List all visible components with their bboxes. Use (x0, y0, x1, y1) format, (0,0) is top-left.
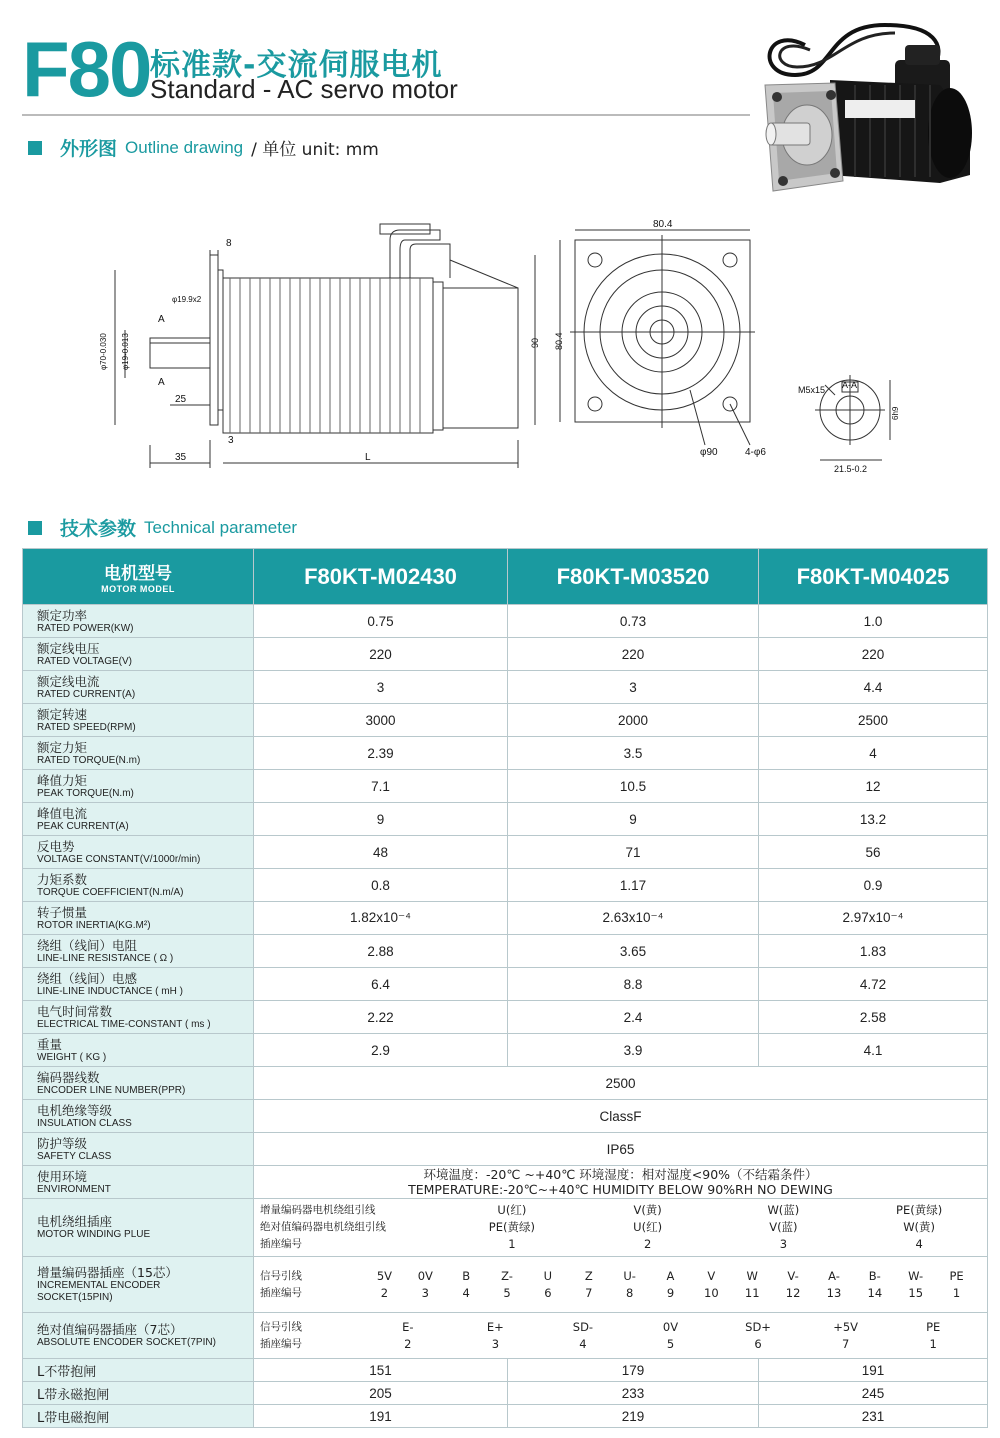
row-value: 245 (759, 1382, 988, 1405)
row-value: 220 (759, 638, 988, 671)
table-row (23, 605, 988, 638)
signal-cell: Z (584, 1268, 593, 1283)
dim-a-bot: A (158, 377, 165, 388)
pin-cell: 7 (841, 1336, 850, 1351)
row-value: 2.4 (508, 1001, 759, 1034)
spec-table (22, 548, 988, 1428)
pin-cell: 5 (666, 1336, 675, 1351)
dim-6: 6h9 (891, 406, 900, 420)
pin-cell: 8 (625, 1285, 634, 1300)
row-value: 2.97x10⁻⁴ (759, 902, 988, 935)
row-value: 3.9 (508, 1034, 759, 1067)
winding-cell: PE(黄绿) (488, 1220, 535, 1234)
row-label (23, 1001, 254, 1034)
dim-21-5: 21.5-0.2 (834, 464, 868, 474)
pin-cell: 15 (908, 1285, 924, 1300)
table-row (23, 968, 988, 1001)
row-label-en: ELECTRICAL TIME-CONSTANT ( ms ) (37, 1018, 211, 1030)
signal-cell: V- (787, 1268, 799, 1283)
winding-grid (254, 1202, 987, 1253)
row-label-en: TORQUE COEFFICIENT(N.m/A) (37, 886, 184, 898)
table-row (23, 869, 988, 902)
row-value: 2.88 (254, 935, 508, 968)
header-model-1: F80KT-M02430 (254, 549, 508, 605)
inc-encoder-grid-cell (254, 1257, 988, 1313)
row-label (23, 1034, 254, 1067)
dim-90: 90 (530, 337, 540, 348)
row-value: 220 (508, 638, 759, 671)
row-value: 3 (508, 671, 759, 704)
row-value: 0.75 (254, 605, 508, 638)
signal-cell: E- (402, 1319, 414, 1334)
dim-m5: M5x15 (798, 385, 826, 395)
outline-title-cn: 外形图 (60, 138, 118, 160)
row-value: 4.1 (759, 1034, 988, 1067)
title-english: Standard - AC servo motor (150, 74, 458, 104)
row-value: 4 (759, 737, 988, 770)
table-row (23, 935, 988, 968)
row-value: 71 (508, 836, 759, 869)
row-value: 3000 (254, 704, 508, 737)
winding-grid-cell (254, 1199, 988, 1257)
winding-row-label: 插座编号 (260, 1238, 302, 1250)
row-value: 3 (254, 671, 508, 704)
row-value: 2500 (759, 704, 988, 737)
table-row (23, 1067, 988, 1100)
title-chinese: 标准款-交流伺服电机 (150, 48, 443, 83)
table-row (23, 1001, 988, 1034)
row-label-en: RATED SPEED(RPM) (37, 721, 136, 733)
inc-encoder-row (23, 1257, 988, 1313)
table-header-row (23, 549, 988, 605)
row-label-cn: L带电磁抱闸 (37, 1410, 110, 1426)
length-row (23, 1405, 988, 1428)
row-label-en: PEAK TORQUE(N.m) (37, 787, 134, 799)
environment-line-cn: 环境温度：-20℃ ~+40℃ 环境湿度：相对湿度<90%（不结霜条件） (423, 1167, 818, 1182)
row-label: 绝对值编码器插座（7芯） ABSOLUTE ENCODER SOCKET(7PIN) (23, 1313, 254, 1359)
table-row (23, 836, 988, 869)
dim-3: 3 (228, 435, 234, 446)
pin-cell: 2 (404, 1336, 412, 1351)
winding-cell: W(蓝) (767, 1203, 800, 1217)
signal-cell: PE (926, 1319, 941, 1334)
row-value: 2.9 (254, 1034, 508, 1067)
tech-title-cn: 技术参数 (60, 518, 137, 540)
row-label (23, 803, 254, 836)
pin-cell: 1 (929, 1336, 937, 1351)
table-row (23, 671, 988, 704)
table-row (23, 638, 988, 671)
row-value: 7.1 (254, 770, 508, 803)
abs-encoder-grid-cell (254, 1313, 988, 1359)
header-model-3: F80KT-M04025 (759, 549, 988, 605)
table-row (23, 803, 988, 836)
row-label-cn: 额定功率 (37, 607, 88, 623)
row-value: 219 (508, 1405, 759, 1428)
signal-cell: Z- (501, 1268, 513, 1283)
row-label-cn: 转子惯量 (37, 904, 88, 920)
pin-cell: 6 (754, 1336, 762, 1351)
row-value: 4.4 (759, 671, 988, 704)
signal-cell: U- (623, 1268, 636, 1283)
dim-25: 25 (175, 394, 187, 405)
pin-cell: 9 (666, 1285, 675, 1300)
winding-row-label: 增量编码器电机绕组引线 (260, 1204, 376, 1216)
length-row (23, 1359, 988, 1382)
row-label-en: WEIGHT ( KG ) (37, 1051, 107, 1063)
signal-cell: E+ (486, 1319, 504, 1334)
signal-cell: U (543, 1268, 553, 1283)
dim-phi90: φ90 (700, 447, 718, 458)
signal-cell: SD+ (745, 1319, 771, 1334)
row-value: 12 (759, 770, 988, 803)
row-label-cn: 绕组（线间）电阻 (37, 937, 138, 953)
winding-cell: U(红) (633, 1220, 663, 1234)
row-value: 151 (254, 1359, 508, 1382)
row-value: 3.5 (508, 737, 759, 770)
row-value: 220 (254, 638, 508, 671)
row-label-cn: 反电势 (37, 838, 75, 854)
row-label (23, 935, 254, 968)
row-value: 1.17 (508, 869, 759, 902)
row-label-cn: 绕组（线间）电感 (37, 970, 138, 986)
winding-cell: 4 (915, 1237, 923, 1251)
row-label (23, 1382, 254, 1405)
row-label (23, 902, 254, 935)
pin-cell: 4 (462, 1285, 470, 1300)
dim-shaft-d2: φ19-0.013 (121, 333, 130, 370)
row-label-en: LINE-LINE RESISTANCE ( Ω ) (37, 952, 174, 964)
merged-rows (23, 1067, 988, 1359)
row-label (23, 836, 254, 869)
environment-line-en: TEMPERATURE:-20℃~+40℃ HUMIDITY BELOW 90%RH NO DEWING (408, 1182, 833, 1197)
row-value: 4.72 (759, 968, 988, 1001)
row-label (23, 605, 254, 638)
dim-a-top: A (158, 314, 165, 325)
row-label-cn: L带永磁抱闸 (37, 1387, 110, 1403)
winding-cell: 2 (643, 1237, 652, 1251)
table-row (23, 1133, 988, 1166)
row-label: 防护等级 SAFETY CLASS (23, 1133, 254, 1166)
signal-cell: W- (908, 1268, 924, 1283)
row-label (23, 1405, 254, 1428)
row-label (23, 770, 254, 803)
model-code: F80 (22, 25, 151, 113)
tech-title-en: Technical parameter (144, 517, 298, 537)
section-marker (28, 141, 42, 155)
row-value: 1.0 (759, 605, 988, 638)
pin-cell: 2 (380, 1285, 389, 1300)
table-row (23, 1100, 988, 1133)
row-label-cn: 额定力矩 (37, 739, 88, 755)
signal-cell: 0V (417, 1268, 433, 1283)
row-label (23, 968, 254, 1001)
row-label-en: RATED VOLTAGE(V) (37, 655, 133, 667)
winding-cell: V(黄) (633, 1203, 662, 1217)
row-label-cn: 峰值电流 (37, 805, 88, 821)
row-value: 8.8 (508, 968, 759, 1001)
row-label: 增量编码器插座（15芯） INCREMENTAL ENCODER SOCKET(15PIN) (23, 1257, 254, 1313)
signal-cell: B (462, 1268, 471, 1283)
pin-cell: 1 (952, 1285, 961, 1300)
row-value: 2.39 (254, 737, 508, 770)
pin-cell: 7 (585, 1285, 593, 1300)
signal-cell: B- (868, 1268, 881, 1283)
encoder-row-label: 信号引线 (260, 1269, 302, 1282)
row-label: 编码器线数 ENCODER LINE NUMBER(PPR) (23, 1067, 254, 1100)
dim-aa: A-A (842, 380, 858, 390)
winding-row-label: 绝对值编码器电机绕组引线 (260, 1221, 386, 1233)
row-label (23, 1359, 254, 1382)
row-label-en: LINE-LINE INDUCTANCE ( mH ) (37, 985, 183, 997)
row-label-cn: 峰值力矩 (37, 772, 88, 788)
standard-rows (23, 605, 988, 1067)
dim-35: 35 (175, 452, 187, 463)
row-value: 2.58 (759, 1001, 988, 1034)
row-value: 56 (759, 836, 988, 869)
outline-unit: / 单位 unit: mm (251, 140, 379, 160)
row-value: 0.73 (508, 605, 759, 638)
signal-cell: V (707, 1268, 716, 1283)
winding-cell: U(红) (497, 1203, 527, 1217)
row-label-en: RATED POWER(KW) (37, 622, 134, 634)
row-label-en: VOLTAGE CONSTANT(V/1000r/min) (37, 853, 201, 865)
dim-L: L (365, 452, 371, 463)
title-divider (22, 114, 750, 116)
winding-cell: 1 (508, 1237, 516, 1251)
dim-holes: 4-φ6 (745, 447, 766, 458)
encoder-row-label: 插座编号 (260, 1337, 302, 1350)
row-value: 6.4 (254, 968, 508, 1001)
row-label (23, 737, 254, 770)
header-model-2: F80KT-M03520 (508, 549, 759, 605)
row-value: 191 (759, 1359, 988, 1382)
dim-80-4-top: 80.4 (653, 219, 673, 230)
pin-cell: 13 (826, 1285, 842, 1300)
header-label-cell (23, 549, 254, 605)
abs-encoder-grid (254, 1319, 987, 1353)
header-label-cn: 电机型号 (104, 564, 172, 584)
row-label-en: ROTOR INERTIA(KG.M²) (37, 919, 151, 931)
tech-section-header (28, 514, 297, 541)
row-label-cn: 电气时间常数 (37, 1003, 113, 1019)
signal-cell: A- (828, 1268, 840, 1283)
row-value: 9 (508, 803, 759, 836)
row-value: 10.5 (508, 770, 759, 803)
row-value: 1.82x10⁻⁴ (254, 902, 508, 935)
signal-cell: SD- (572, 1319, 594, 1334)
encoder-row-label: 信号引线 (260, 1320, 302, 1333)
row-value: 205 (254, 1382, 508, 1405)
table-row (23, 704, 988, 737)
row-value: 9 (254, 803, 508, 836)
environment-row (23, 1166, 988, 1199)
signal-cell: PE (949, 1268, 964, 1283)
signal-cell: 5V (376, 1268, 393, 1283)
row-label (23, 638, 254, 671)
row-value: 179 (508, 1359, 759, 1382)
row-label-cn: 额定线电压 (37, 640, 100, 656)
table-row (23, 770, 988, 803)
row-label (23, 671, 254, 704)
row-label: 电机绝缘等级 INSULATION CLASS (23, 1100, 254, 1133)
row-label-cn: 力矩系数 (37, 871, 88, 887)
row-value: 13.2 (759, 803, 988, 836)
length-row (23, 1382, 988, 1405)
row-label-cn: L不带抱闸 (37, 1364, 97, 1380)
row-label-en: RATED TORQUE(N.m) (37, 754, 141, 766)
row-value: IP65 (254, 1133, 988, 1166)
row-value: 233 (508, 1382, 759, 1405)
pin-cell: 10 (704, 1285, 719, 1300)
row-label-en: PEAK CURRENT(A) (37, 820, 129, 832)
row-value: 48 (254, 836, 508, 869)
signal-cell: 0V (662, 1319, 679, 1334)
table-row (23, 1034, 988, 1067)
row-value: 1.83 (759, 935, 988, 968)
pin-cell: 4 (579, 1336, 587, 1351)
outline-section-header (28, 134, 379, 161)
row-value: 0.9 (759, 869, 988, 902)
row-value: 2500 (254, 1067, 988, 1100)
dim-8: 8 (226, 238, 232, 249)
pin-cell: 3 (421, 1285, 429, 1300)
row-label: 电机绕组插座 MOTOR WINDING PLUE (23, 1199, 254, 1257)
winding-cell: W(黄) (903, 1220, 936, 1234)
servo-motor-photo (735, 5, 980, 195)
row-label-en: RATED CURRENT(A) (37, 688, 136, 700)
row-label (23, 704, 254, 737)
section-marker (28, 521, 42, 535)
length-rows (23, 1359, 988, 1428)
row-label (23, 869, 254, 902)
environment-value (254, 1166, 988, 1199)
pin-cell: 6 (544, 1285, 552, 1300)
row-label-cn: 额定转速 (37, 706, 88, 722)
row-label-cn: 额定线电流 (37, 673, 100, 689)
winding-row (23, 1199, 988, 1257)
row-value: 2.63x10⁻⁴ (508, 902, 759, 935)
dim-key: φ19.9x2 (172, 295, 202, 304)
pin-cell: 3 (491, 1336, 500, 1351)
signal-cell: A (666, 1268, 675, 1283)
row-label-cn: 重量 (37, 1036, 63, 1052)
table-row (23, 902, 988, 935)
header-label-en: MOTOR MODEL (101, 584, 175, 594)
encoder-row-label: 插座编号 (260, 1286, 302, 1299)
dim-80-4-side: 80.4 (554, 332, 564, 350)
row-value: 3.65 (508, 935, 759, 968)
table-row (23, 737, 988, 770)
pin-cell: 14 (867, 1285, 883, 1300)
outline-drawing (90, 210, 910, 480)
row-value: 2.22 (254, 1001, 508, 1034)
winding-cell: 3 (779, 1237, 788, 1251)
inc-encoder-grid (254, 1268, 987, 1302)
abs-encoder-row (23, 1313, 988, 1359)
pin-cell: 12 (785, 1285, 801, 1300)
pin-cell: 5 (503, 1285, 511, 1300)
row-value: ClassF (254, 1100, 988, 1133)
dim-shaft-d: φ70-0.030 (99, 333, 108, 370)
winding-cell: V(蓝) (769, 1220, 798, 1234)
winding-cell: PE(黄绿) (896, 1203, 943, 1217)
row-value: 191 (254, 1405, 508, 1428)
outline-title-en: Outline drawing (125, 137, 244, 157)
row-value: 2000 (508, 704, 759, 737)
row-value: 231 (759, 1405, 988, 1428)
row-label: 使用环境 ENVIRONMENT (23, 1166, 254, 1199)
signal-cell: W (746, 1268, 758, 1283)
row-value: 0.8 (254, 869, 508, 902)
pin-cell: 11 (744, 1285, 760, 1300)
signal-cell: +5V (833, 1319, 859, 1334)
